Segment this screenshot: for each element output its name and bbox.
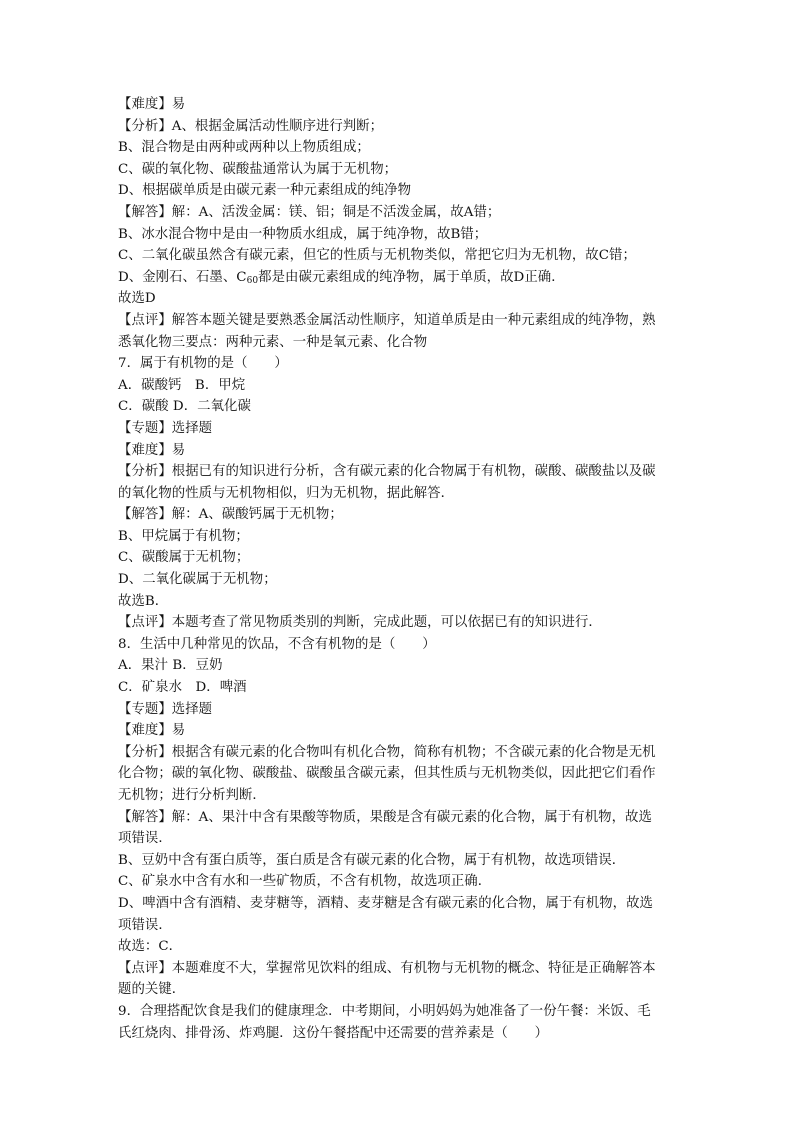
- text-line: 题的关键．: [118, 982, 186, 998]
- text-line: 【解答】解：A、果汁中含有果酸等物质，果酸是含有碳元素的化合物，属于有机物，故选: [118, 809, 652, 825]
- text-line: 【难度】易: [118, 97, 186, 112]
- question-title: 7．属于有机物的是（ ）: [118, 356, 288, 372]
- text-line: 故选B．: [118, 593, 169, 609]
- text-line: D、根据碳单质是由碳元素一种元素组成的纯净物: [118, 183, 412, 199]
- text-line: 【解答】解：A、碳酸钙属于无机物；: [118, 507, 343, 523]
- text-line: B、混合物是由两种或两种以上物质组成；: [118, 140, 370, 156]
- question-title: 8．生活中几种常见的饮品，不含有机物的是（ ）: [118, 636, 436, 652]
- text-line: A．碳酸钙 B．甲烷: [118, 377, 246, 393]
- text-line: 【解答】解：A、活泼金属：镁、铝；铜是不活泼金属，故A错；: [118, 204, 501, 220]
- text-line-with-subscript: [118, 267, 724, 289]
- text-line: 项错误．: [118, 917, 172, 933]
- text-line: 【点评】本题难度不大，掌握常见饮料的组成、有机物与无机物的概念、特征是正确解答本: [118, 960, 656, 976]
- text-line: D、二氧化碳属于无机物；: [118, 572, 277, 588]
- text-line: 【点评】解答本题关键是要熟悉金属活动性顺序，知道单质是由一种元素组成的纯净物，熟: [118, 312, 656, 328]
- text-line: C、二氧化碳虽然含有碳元素，但它的性质与无机物类似，常把它归为无机物，故C错；: [118, 248, 636, 264]
- subscript: 60: [246, 275, 259, 286]
- text-line: C、矿泉水中含有水和一些矿物质，不含有机物，故选项正确．: [118, 874, 492, 890]
- text-line: B、甲烷属于有机物；: [118, 528, 249, 544]
- text-line: 【分析】根据含有碳元素的化合物叫有机化合物，简称有机物；不含碳元素的化合物是无机: [118, 744, 656, 760]
- text-line: 项错误．: [118, 831, 172, 847]
- text-line: 故选D: [118, 291, 156, 307]
- text-line: 无机物；进行分析判断．: [118, 788, 266, 803]
- text-line: 【专题】选择题: [118, 701, 213, 717]
- text-line: C、碳的氧化物、碳酸盐通常认为属于无机物；: [118, 161, 398, 177]
- text-line: 【点评】本题考查了常见物质类别的判断，完成此题，可以依据已有的知识进行．: [118, 615, 602, 631]
- text-line: 悉氧化物三要点：两种元素、一种是氧元素、化合物: [118, 334, 428, 350]
- text-line: B、冰水混合物中是由一种物质水组成，属于纯净物，故B错；: [118, 226, 488, 242]
- text-segment: D、金刚石、石墨、C: [118, 269, 247, 285]
- text-line: C、碳酸属于无机物；: [118, 550, 250, 566]
- text-line: A．果汁 B．豆奶: [118, 658, 223, 674]
- text-line: D、啤酒中含有酒精、麦芽糖等，酒精、麦芽糖是含有碳元素的化合物，属于有机物，故选: [118, 895, 653, 911]
- text-line: 化合物；碳的氧化物、碳酸盐、碳酸虽含碳元素，但其性质与无机物类似，因此把它们看作: [118, 766, 656, 782]
- text-line: 【专题】选择题: [118, 420, 213, 436]
- text-line: 【分析】A、根据金属活动性顺序进行判断；: [118, 118, 384, 134]
- text-line: C．碳酸 D．二氧化碳: [118, 399, 251, 415]
- text-line: B、豆奶中含有蛋白质等，蛋白质是含有碳元素的化合物，属于有机物，故选项错误．: [118, 852, 626, 868]
- text-line: 【难度】易: [118, 723, 186, 739]
- text-segment: 都是由碳元素组成的纯净物，属于单质，故D正确．: [258, 269, 565, 285]
- text-line: 氏红烧肉、排骨汤、炸鸡腿．这份午餐搭配中还需要的营养素是（ ）: [118, 1025, 549, 1041]
- text-line: 故选：C．: [118, 939, 183, 955]
- text-line: 【难度】易: [118, 442, 186, 458]
- text-line: C．矿泉水 D．啤酒: [118, 680, 247, 696]
- question-title: 9．合理搭配饮食是我们的健康理念．中考期间，小明妈妈为她准备了一份午餐：米饭、毛: [118, 1003, 651, 1019]
- text-line: 的氧化物的性质与无机物相似，归为无机物，据此解答．: [118, 485, 455, 501]
- text-line: 【分析】根据已有的知识进行分析，含有碳元素的化合物属于有机物，碳酸、碳酸盐以及碳: [118, 464, 656, 480]
